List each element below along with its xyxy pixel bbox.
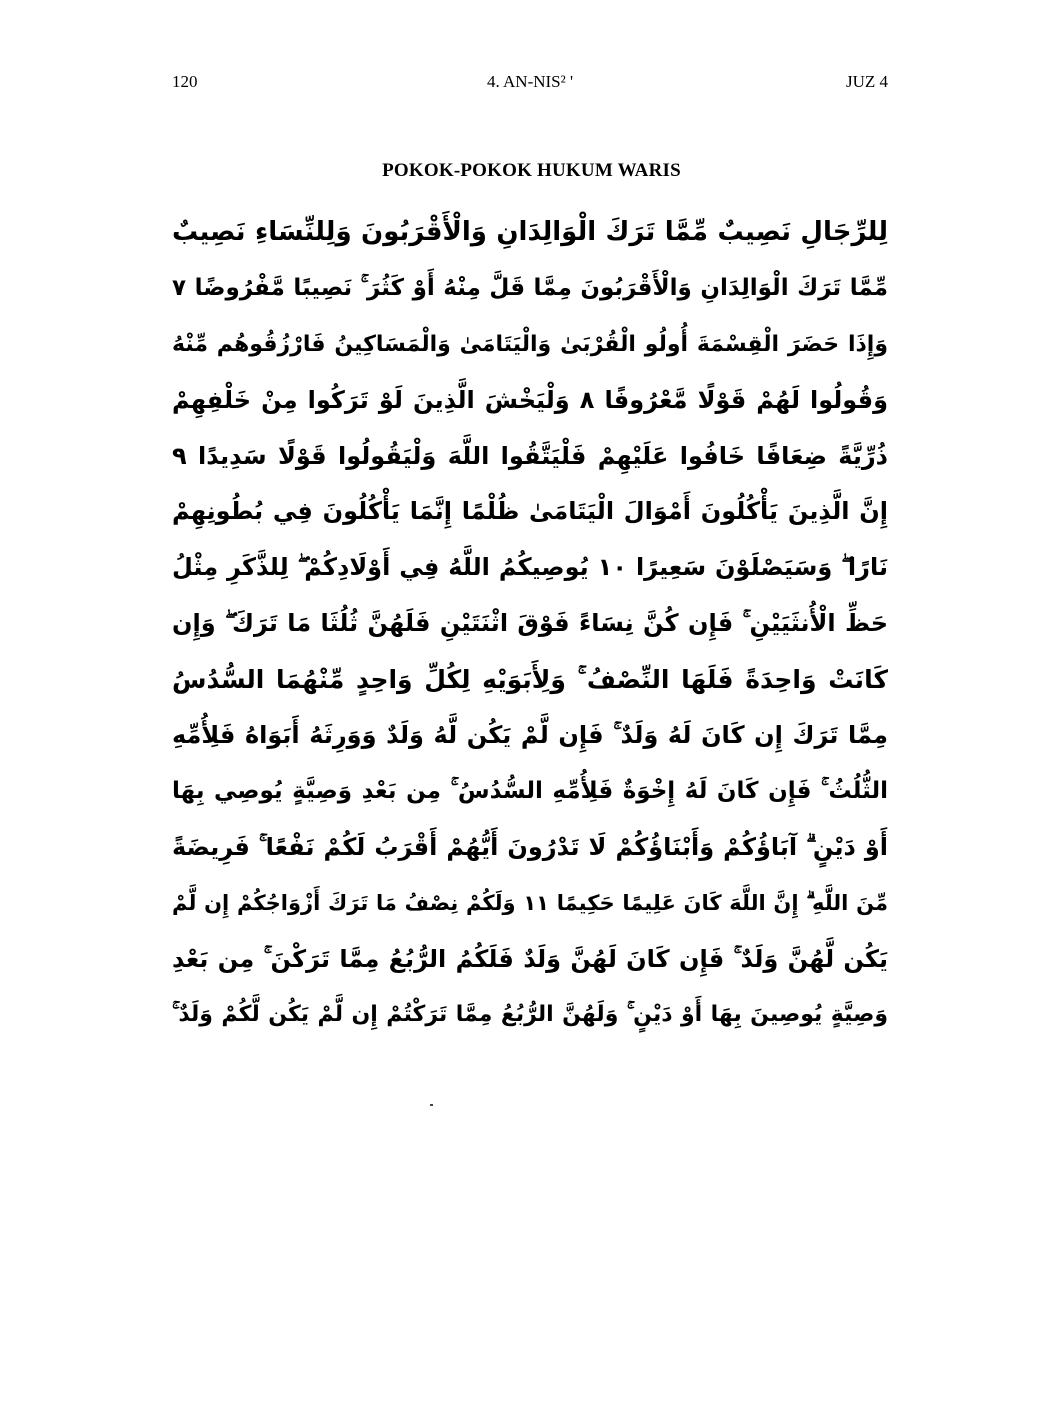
section-heading: POKOK-POKOK HUKUM WARIS xyxy=(382,160,681,181)
verse-line: مِمَّا تَرَكَ إِن كَانَ لَهُ وَلَدٌ ۚ فَإِن لَّمْ يَكُن لَّهُ وَلَدٌ وَوَرِثَهُ أَبَوَاهُ فَلِأُمِّهِ xyxy=(172,721,888,750)
verse-line: كَانَتْ وَاحِدَةً فَلَهَا النِّصْفُ ۚ وَلِأَبَوَيْهِ لِكُلِّ وَاحِدٍ مِّنْهُمَا السُّدُسُ xyxy=(172,665,888,695)
verse-line: مِّمَّا تَرَكَ الْوَالِدَانِ وَالْأَقْرَبُونَ مِمَّا قَلَّ مِنْهُ أَوْ كَثُرَ ۚ نَصِيبًا مَّفْرُوضًا ٧ xyxy=(172,274,888,301)
verse-line: وَإِذَا حَضَرَ الْقِسْمَةَ أُولُو الْقُرْبَىٰ وَالْيَتَامَىٰ وَالْمَسَاكِينُ فَارْزُقُوهُم مِّنْهُ xyxy=(172,331,888,357)
surah-title: 4. AN-NIS² ' xyxy=(486,72,574,91)
scan-speck xyxy=(430,1104,433,1106)
verse-line: لِلرِّجَالِ نَصِيبٌ مِّمَّا تَرَكَ الْوَالِدَانِ وَالْأَقْرَبُونَ وَلِلنِّسَاءِ نَصِيبٌ xyxy=(172,217,888,247)
verse-line: إِنَّ الَّذِينَ يَأْكُلُونَ أَمْوَالَ الْيَتَامَىٰ ظُلْمًا إِنَّمَا يَأْكُلُونَ فِي بُطُونِهِمْ xyxy=(172,497,888,526)
juz-label: JUZ 4 xyxy=(845,72,888,91)
verse-line: يَكُن لَّهُنَّ وَلَدٌ ۚ فَإِن كَانَ لَهُنَّ وَلَدٌ فَلَكُمُ الرُّبُعُ مِمَّا تَرَكْنَ ۚ مِن بَعْدِ xyxy=(172,944,888,973)
verse-line: حَظِّ الْأُنثَيَيْنِ ۚ فَإِن كُنَّ نِسَاءً فَوْقَ اثْنَتَيْنِ فَلَهُنَّ ثُلُثَا مَا تَرَكَ ۖ وَإِن xyxy=(172,609,888,638)
verse-line: أَوْ دَيْنٍ ۗ آبَاؤُكُمْ وَأَبْنَاؤُكُمْ لَا تَدْرُونَ أَيُّهُمْ أَقْرَبُ لَكُمْ نَفْعًا ۚ فَرِيضَةً xyxy=(172,832,888,861)
verse-line: وَصِيَّةٍ يُوصِينَ بِهَا أَوْ دَيْنٍ ۚ وَلَهُنَّ الرُّبُعُ مِمَّا تَرَكْتُمْ إِن لَّمْ يَكُن لَّكُمْ وَلَدٌ ۚ xyxy=(172,1002,888,1028)
verse-line: مِّنَ اللَّهِ ۗ إِنَّ اللَّهَ كَانَ عَلِيمًا حَكِيمًا ١١ وَلَكُمْ نِصْفُ مَا تَرَكَ أَزْوَاجُكُمْ إِن لَّمْ xyxy=(172,890,888,915)
verse-line: وَقُولُوا لَهُمْ قَوْلًا مَّعْرُوفًا ٨ وَلْيَخْشَ الَّذِينَ لَوْ تَرَكُوا مِنْ خَلْفِهِمْ xyxy=(172,385,888,414)
verse-line: الثُّلُثُ ۚ فَإِن كَانَ لَهُ إِخْوَةٌ فَلِأُمِّهِ السُّدُسُ ۚ مِن بَعْدِ وَصِيَّةٍ يُوصِي بِهَا xyxy=(172,777,888,804)
page-number: 120 xyxy=(172,72,198,91)
running-header xyxy=(172,72,888,98)
verse-line: ذُرِّيَّةً ضِعَافًا خَافُوا عَلَيْهِمْ فَلْيَتَّقُوا اللَّهَ وَلْيَقُولُوا قَوْلًا سَدِيدًا ٩ xyxy=(172,441,888,470)
arabic-verse-block xyxy=(172,205,888,1100)
verse-line: نَارًا ۖ وَسَيَصْلَوْنَ سَعِيرًا ١٠ يُوصِيكُمُ اللَّهُ فِي أَوْلَادِكُمْ ۖ لِلذَّكَرِ مِثْلُ xyxy=(172,553,888,582)
